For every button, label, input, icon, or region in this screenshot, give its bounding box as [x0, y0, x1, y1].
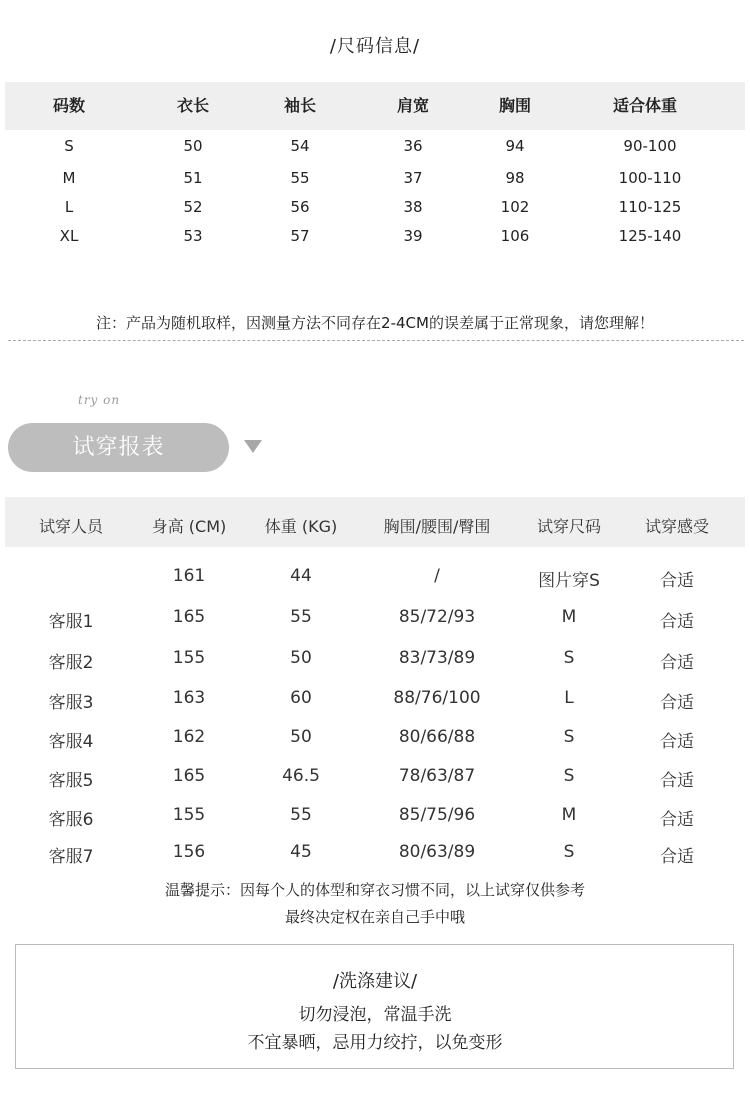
- size-table-cell: M: [62, 169, 76, 187]
- try-on-header-cell: 试穿尺码: [536, 517, 602, 536]
- try-on-script-label: try on: [78, 393, 121, 407]
- size-table-cell: 94: [505, 137, 525, 155]
- size-table-cell: 51: [183, 169, 203, 187]
- try-on-table-cell: 155: [172, 648, 206, 668]
- size-header-cell: 胸围: [498, 96, 532, 115]
- size-table-cell: 90-100: [623, 137, 677, 155]
- try-on-header-cell: 身高 (CM): [151, 517, 227, 536]
- try-on-table-cell: 合适: [660, 612, 694, 632]
- size-table-cell: 98: [505, 169, 525, 187]
- try-on-table-cell: S: [563, 766, 575, 786]
- size-info-title: /尺码信息/: [329, 36, 421, 57]
- size-table-cell: 37: [403, 169, 423, 187]
- try-on-table-cell: S: [563, 842, 575, 862]
- triangle-down-icon: [244, 440, 262, 453]
- try-on-table-cell: 50: [290, 648, 312, 668]
- try-on-table-cell: 客服6: [48, 810, 94, 830]
- size-header-cell: 袖长: [283, 96, 317, 115]
- size-header-cell: 码数: [52, 96, 86, 115]
- try-on-table-cell: 155: [172, 805, 206, 825]
- size-table-cell: 100-110: [618, 169, 682, 187]
- try-on-table-cell: 50: [290, 727, 312, 747]
- wash-advice-line: 切勿浸泡，常温手洗: [298, 1005, 452, 1025]
- try-on-table-cell: 80/63/89: [398, 842, 476, 862]
- try-on-table-cell: 85/75/96: [398, 805, 476, 825]
- try-on-table-cell: 客服2: [48, 653, 94, 673]
- try-on-table-cell: 165: [172, 766, 206, 786]
- try-on-table-cell: 83/73/89: [398, 648, 476, 668]
- try-on-table-cell: 合适: [660, 847, 694, 867]
- size-header-cell: 衣长: [176, 96, 210, 115]
- try-on-table-cell: 55: [290, 607, 312, 627]
- try-on-table-cell: 88/76/100: [393, 688, 481, 708]
- size-table-cell: L: [64, 198, 74, 216]
- try-on-table-cell: 客服3: [48, 693, 94, 713]
- try-on-table-cell: 图片穿S: [538, 571, 600, 591]
- try-on-table-cell: 客服7: [48, 847, 94, 867]
- size-table-cell: 52: [183, 198, 203, 216]
- try-on-table-cell: M: [561, 805, 577, 825]
- try-on-table-cell: 162: [172, 727, 206, 747]
- try-on-header-cell: 试穿感受: [644, 517, 710, 536]
- tip-text-line: 温馨提示：因每个人的体型和穿衣习惯不同，以上试穿仅供参考: [164, 881, 585, 899]
- size-table-cell: 106: [500, 227, 530, 245]
- try-on-table-cell: 78/63/87: [398, 766, 476, 786]
- size-table-cell: 110-125: [618, 198, 682, 216]
- size-table-cell: 56: [290, 198, 310, 216]
- wash-advice-line: 不宜暴晒，忌用力绞拧，以免变形: [247, 1033, 503, 1053]
- try-on-table-cell: 44: [290, 566, 312, 586]
- try-on-header-cell: 胸围/腰围/臀围: [383, 517, 491, 536]
- try-on-header-cell: 体重 (KG): [264, 517, 338, 536]
- size-table-cell: 36: [403, 137, 423, 155]
- size-table-cell: 38: [403, 198, 423, 216]
- try-on-table-cell: 165: [172, 607, 206, 627]
- try-on-table-header-bar: [5, 497, 745, 547]
- try-on-table-cell: 156: [172, 842, 206, 862]
- size-note: 注：产品为随机取样，因测量方法不同存在2-4CM的误差属于正常现象，请您理解！: [96, 314, 654, 332]
- try-on-table-cell: 46.5: [282, 766, 320, 786]
- size-table-cell: 57: [290, 227, 310, 245]
- try-on-table-cell: 合适: [660, 693, 694, 713]
- try-on-table-cell: S: [563, 648, 575, 668]
- try-on-table-cell: L: [564, 688, 574, 708]
- try-on-report-badge: 试穿报表: [8, 423, 229, 472]
- size-table-cell: 39: [403, 227, 423, 245]
- size-header-cell: 肩宽: [396, 96, 430, 115]
- try-on-header-cell: 试穿人员: [38, 517, 104, 536]
- try-on-table-cell: 55: [290, 805, 312, 825]
- size-table-cell: 102: [500, 198, 530, 216]
- try-on-table-cell: 合适: [660, 571, 694, 591]
- try-on-table-cell: 60: [290, 688, 312, 708]
- try-on-table-cell: 客服1: [48, 612, 94, 632]
- size-header-cell: 适合体重: [612, 96, 678, 115]
- tip-text-line: 最终决定权在亲自己手中哦: [284, 908, 465, 926]
- size-table-cell: XL: [59, 227, 79, 245]
- try-on-table-cell: 163: [172, 688, 206, 708]
- try-on-table-cell: S: [563, 727, 575, 747]
- try-on-table-cell: M: [561, 607, 577, 627]
- size-table-cell: 54: [290, 137, 310, 155]
- try-on-table-cell: /: [434, 566, 440, 586]
- size-table-cell: S: [64, 137, 74, 155]
- try-on-table-cell: 45: [290, 842, 312, 862]
- try-on-table-cell: 客服4: [48, 732, 94, 752]
- try-on-table-cell: 161: [172, 566, 206, 586]
- try-on-table-cell: 合适: [660, 653, 694, 673]
- try-on-table-cell: 80/66/88: [398, 727, 476, 747]
- size-table-cell: 55: [290, 169, 310, 187]
- try-on-table-cell: 合适: [660, 732, 694, 752]
- try-on-table-cell: 85/72/93: [398, 607, 476, 627]
- try-on-table-cell: 合适: [660, 810, 694, 830]
- dashed-divider: [8, 340, 744, 341]
- try-on-table-cell: 合适: [660, 771, 694, 791]
- wash-advice-title: /洗涤建议/: [332, 971, 418, 992]
- size-table-cell: 53: [183, 227, 203, 245]
- try-on-table-cell: 客服5: [48, 771, 94, 791]
- size-table-cell: 50: [183, 137, 203, 155]
- size-table-cell: 125-140: [618, 227, 682, 245]
